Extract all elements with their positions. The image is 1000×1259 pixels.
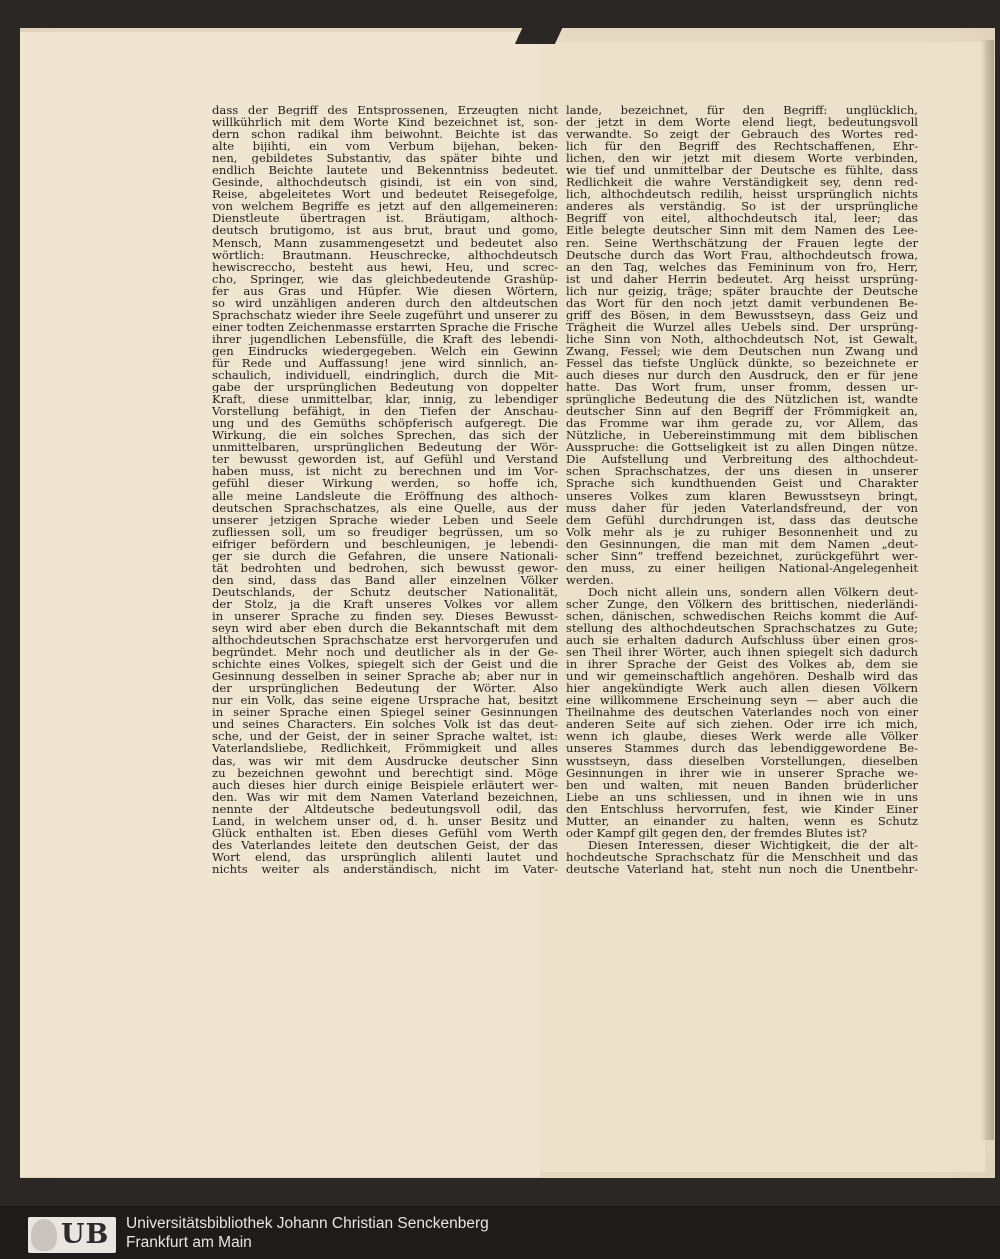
text-line: schen, dänischen, schwedischen Reichs kommt die Auf- bbox=[566, 609, 918, 623]
text-line: lich nur geizig, träge; später brauchte der Deutsche bbox=[566, 284, 918, 297]
text-line: nennte der Altdeutsche bedeutungsvoll odil, das bbox=[212, 802, 558, 815]
text-line: hatte. Das Wort frum, unser fromm, dessen ur- bbox=[566, 381, 918, 394]
text-line: den. Was wir mit dem Namen Vaterland bezeichnen, bbox=[212, 790, 558, 803]
text-line: Mutter, an einander zu halten, wenn es Schutz bbox=[566, 814, 918, 827]
text-line: des Vaterlandes leitete den deutschen Geist, der das bbox=[212, 838, 558, 851]
text-line: Vaterlandsliebe, Redlichkeit, Frömmigkeit und alles bbox=[212, 742, 558, 755]
text-line: cho, Springer, wie das gleichbedeutende Grashüp- bbox=[212, 272, 558, 285]
text-line: fer aus Gras und Hüpfer. Wie diesen Wörtern, bbox=[212, 284, 558, 297]
text-line: dass der Begriff des Entsprossenen, Erzeugten nicht bbox=[212, 104, 558, 117]
text-line: seyn wird aber eben durch die Bekanntschaft mit dem bbox=[212, 622, 558, 635]
text-line: scher Zunge, den Völkern des brittischen, niederländi- bbox=[566, 597, 918, 610]
text-line: den sind, dass das Band aller einzelnen Völker bbox=[212, 573, 558, 586]
text-line: Deutsche durch das Wort Frau, althochdeutsch frowa, bbox=[566, 248, 918, 261]
text-line: althochdeutschen Sprachschatze erst hervorgerufen und bbox=[212, 634, 558, 647]
text-line: Land, in welchem unser od, d. h. unser Besitz und bbox=[212, 814, 558, 827]
text-line: Theilnahme des deutschen Vaterlandes noch von einer bbox=[566, 706, 918, 719]
text-line: den muss, zu einer heiligen National-Angelegenheit bbox=[566, 561, 918, 574]
text-line: wörtlich: Brautmann. Heuschrecke, althochdeutsch bbox=[212, 248, 558, 261]
text-line: sprüngliche Bedeutung die des Nützlichen ist, wandte bbox=[566, 393, 918, 406]
text-line: begründet. Mehr noch und deutlicher als in der Ge- bbox=[212, 646, 558, 659]
text-line: Nützliche, in Uebereinstimmung mit dem biblischen bbox=[566, 429, 918, 442]
text-line: tät bedrohten und bedrohen, sich bewusst gewor- bbox=[212, 561, 558, 574]
text-line: unmittelbaren, ursprünglichen Bedeutung der Wör- bbox=[212, 441, 558, 454]
text-line: oder Kampf gilt gegen den, der fremdes Blutes ist? bbox=[566, 826, 867, 839]
text-line: hier angekündigte Werk auch allen diesen Völkern bbox=[566, 682, 918, 695]
text-line: Ausspruche: die Gottseligkeit ist zu allen Dingen nütze. bbox=[566, 441, 918, 454]
text-line: Begriff von eitel, althochdeutsch ital, leer; das bbox=[566, 212, 918, 225]
text-line: Wirkung, die ein solches Sprechen, das sich der bbox=[212, 429, 558, 442]
text-line: und wir gemeinschaftlich angehören. Deshalb wird das bbox=[566, 670, 918, 683]
text-line: auch dieses hier durch einige Beispiele erläutert wer- bbox=[212, 778, 558, 791]
text-line: willkührlich mit dem Worte Kind bezeichnet ist, son- bbox=[212, 116, 558, 129]
text-line: hochdeutsche Sprachschatz für die Menschheit und das bbox=[566, 850, 918, 863]
text-line: ist und daher Herrin bedeutet. Arg heisst ursprüng- bbox=[566, 272, 918, 285]
text-line: ihrer jugendlichen Lebensfülle, die Kraft des lebendi- bbox=[212, 332, 558, 345]
text-line: ben und walten, mit neuen Banden brüderlicher bbox=[566, 778, 918, 791]
text-column-right bbox=[566, 104, 918, 875]
text-line: nichts weiter als anderständisch, nicht im Vater- bbox=[212, 862, 558, 875]
text-line: wie tief und unmittelbar der Deutsche es fühlte, dass bbox=[566, 164, 918, 177]
text-line: schen Sprachschatzes, der uns diesen in unserer bbox=[566, 465, 918, 478]
text-line: der jetzt in dem Worte elend liegt, bedeutungsvoll bbox=[566, 116, 918, 129]
footer-bar bbox=[0, 1206, 1000, 1259]
text-line: deutscher Sinn auf den Begriff der Frömmigkeit an, bbox=[566, 405, 918, 418]
text-line: Redlichkeit die wahre Verständigkeit sey, denn red- bbox=[566, 176, 918, 189]
text-line: so wird unzähligen anderen durch den altdeutschen bbox=[212, 296, 558, 309]
text-line: den Gesinnungen, die man mit dem Namen „deut- bbox=[566, 537, 918, 550]
library-logo[interactable] bbox=[28, 1217, 116, 1253]
text-line: Deutschlands, der Schutz deutscher Nationalität, bbox=[212, 585, 558, 598]
text-line: auch dieses nur durch den Ausdruck, den er für jene bbox=[566, 369, 918, 382]
text-line: Trägheit die Wurzel alles Uebels sind. Der ursprüng- bbox=[566, 320, 918, 333]
text-line: ung und des Gemüths schöpferisch aufgeregt. Die bbox=[212, 417, 558, 430]
text-line: Sprache sich kundthuenden Geist und Charakter bbox=[566, 477, 918, 490]
text-line: nen, gebildetes Substantiv, das später bihte und bbox=[212, 152, 558, 165]
text-line: der ursprünglichen Bedeutung der Wörter. Also bbox=[212, 682, 558, 695]
text-line: ter bewusst geworden ist, auf Gefühl und Verstand bbox=[212, 453, 558, 466]
text-line: Mensch, Mann zusammengesetzt und bedeutet also bbox=[212, 236, 558, 249]
text-line: in unserer Sprache zu finden sey. Dieses Bewusst- bbox=[212, 609, 558, 623]
text-line: gabe der ursprünglichen Bedeutung von doppelter bbox=[212, 381, 558, 394]
text-line: hewiscreccho, besteht aus hewi, Heu, und screc- bbox=[212, 260, 558, 273]
text-line: schaulich, individuell, eindringlich, durch die Mit- bbox=[212, 369, 558, 382]
text-column-left bbox=[212, 104, 558, 875]
text-line: Gesinnung desselben in seiner Sprache ab; aber nur in bbox=[212, 670, 558, 683]
text-line: zufliessen soll, um so freudiger begrüssen, um so bbox=[212, 525, 558, 538]
text-line: sen Theil ihrer Wörter, auch ihnen spiegelt sich dadurch bbox=[566, 646, 918, 659]
text-line: Reise, abgeleitetes Wort und bedeutet Reisegefolge, bbox=[212, 188, 558, 201]
text-line: muss daher für jeden Vaterlandsfreund, der von bbox=[566, 501, 918, 514]
text-line: eifriger befördern und beschleunigen, je lebendi- bbox=[212, 537, 558, 550]
text-line: Diesen Interessen, dieser Wichtigkeit, die der alt- bbox=[588, 838, 918, 851]
text-line: Zwang, Fessel; wie dem Deutschen nun Zwang und bbox=[566, 344, 918, 357]
text-line: Glück enthalten ist. Eben dieses Gefühl vom Werth bbox=[212, 826, 558, 839]
text-line: Eitle belegte deutscher Sinn mit dem Namen des Lee- bbox=[566, 224, 918, 237]
text-line: wenn ich glaube, dieses Werk werde alle Völker bbox=[566, 730, 918, 743]
text-line: in seiner Sprache einen Spiegel seiner Gesinnungen bbox=[212, 706, 558, 719]
text-line: Gesinnungen in ihrer wie in unserer Sprache we- bbox=[566, 766, 918, 779]
text-line: das Wort für den noch jetzt damit verbundenen Be- bbox=[566, 296, 918, 309]
text-line: anderes als verständig. So ist der ursprüngliche bbox=[566, 200, 918, 213]
text-line: Liebe an uns schliessen, und in ihnen wie in uns bbox=[566, 790, 918, 803]
text-line: schichte eines Volkes, spiegelt sich der Geist und die bbox=[212, 658, 558, 671]
text-line: Vorstellung befähigt, in den Tiefen der Anschau- bbox=[212, 405, 558, 418]
text-line: auch sie erhalten dadurch Aufschluss über einen gros- bbox=[566, 634, 918, 647]
text-line: Volk mehr als je zu ruhiger Besonnenheit und zu bbox=[566, 525, 918, 538]
text-line: lich, althochdeutsch redilih, heisst ursprünglich nichts bbox=[566, 188, 918, 201]
portrait-icon bbox=[31, 1219, 57, 1251]
text-line: griff des Bösen, in dem Bewusstseyn, dass Geiz und bbox=[566, 308, 918, 321]
text-line: anderen Seite auf sich ziehen. Oder irre ich mich, bbox=[566, 718, 918, 731]
text-line: scher Sinn“ treffend bezeichnet, zurückgeführt wer- bbox=[566, 549, 918, 562]
text-line: lichen, den wir jetzt mit diesem Worte verbinden, bbox=[566, 152, 918, 165]
text-line: alte bijihti, ein vom Verbum bijehan, beken- bbox=[212, 140, 558, 153]
text-line: gen Eindrucks wiedergegeben. Welch ein Gewinn bbox=[212, 344, 558, 357]
text-line: alle meine Landsleute die Eröffnung des althoch- bbox=[212, 489, 558, 502]
text-line: sche, und der Geist, der in seiner Sprache waltet, ist: bbox=[212, 730, 558, 743]
text-line: einer todten Zeichenmasse erstarrten Sprache die Frische bbox=[212, 320, 558, 333]
text-line: dern schon radikal ihm beiwohnt. Beichte ist das bbox=[212, 128, 558, 141]
paper-edge-shadow bbox=[980, 40, 994, 1140]
text-line: Fessel das tiefste Unglück dünkte, so bezeichnete er bbox=[566, 356, 918, 370]
text-line: deutsche Vaterland hat, steht nun noch die Unentbehr- bbox=[566, 862, 918, 875]
text-line: Die Aufstellung und Verbreitung des althochdeut- bbox=[566, 453, 918, 466]
text-line: deutsch brutigomo, ist aus brut, braut und gomo, bbox=[212, 224, 558, 237]
text-line: verwandte. So zeigt der Gebrauch des Wortes red- bbox=[566, 128, 918, 141]
text-line: werden. bbox=[566, 573, 614, 586]
text-line: das Fromme war ihm gerade zu, vor Allem, das bbox=[566, 417, 918, 430]
text-line: unseres Stammes durch das lebendiggewordene Be- bbox=[566, 742, 918, 755]
text-line: ger sie durch die Gefahren, die unsere Nationali- bbox=[212, 549, 558, 562]
text-line: liche Sinn von Noth, althochdeutsch Not, ist Gewalt, bbox=[566, 332, 918, 345]
text-line: von welchem Begriffe es jetzt auf den allgemeineren: bbox=[212, 200, 558, 213]
text-line: und seines Characters. Ein solches Volk ist das deut- bbox=[212, 718, 558, 731]
text-line: nur ein Volk, das seine eigene Ursprache hat, besitzt bbox=[212, 694, 558, 707]
text-line: ren. Seine Werthschätzung der Frauen legte der bbox=[566, 236, 918, 249]
text-line: lich für den Begriff des Rechtschaffenen, Ehr- bbox=[566, 140, 918, 153]
text-line: endlich Beichte lautete und Bekenntniss bedeutet. bbox=[212, 164, 558, 177]
text-line: wusstseyn, dass dieselben Vorstellungen, dieselben bbox=[566, 754, 918, 767]
text-line: an den Tag, welches das Femininum von fro, Herr, bbox=[566, 260, 918, 273]
text-line: dem Gefühl durchdrungen ist, dass das deutsche bbox=[566, 513, 918, 526]
text-line: in ihrer Sprache der Geist des Volkes ab, dem sie bbox=[566, 658, 918, 671]
text-line: deutschen Sprachschatzes, als eine Quelle, aus der bbox=[212, 501, 558, 514]
text-line: Doch nicht allein uns, sondern allen Völkern deut- bbox=[588, 585, 918, 598]
text-line: haben muss, ist nicht zu berechnen und im Vor- bbox=[212, 465, 558, 478]
text-line: den Entschluss hervorrufen, fest, wie Kinder Einer bbox=[566, 802, 918, 815]
text-line: der Stolz, ja die Kraft unseres Volkes vor allem bbox=[212, 597, 558, 610]
institution-line-2: Frankfurt am Main bbox=[126, 1234, 252, 1251]
text-line: unserer jetzigen Sprache wieder Leben und Seele bbox=[212, 513, 558, 526]
text-line: unseres Volkes zum klaren Bewusstseyn bringt, bbox=[566, 489, 918, 502]
text-line: das, was wir mit dem Ausdrucke deutscher Sinn bbox=[212, 754, 558, 767]
text-line: Gesinde, althochdeutsch gisindi, ist ein von sind, bbox=[212, 176, 558, 189]
institution-name bbox=[126, 1214, 489, 1252]
logo-text: UB bbox=[61, 1219, 110, 1250]
text-line: zu bezeichnen gewohnt und berechtigt sind. Möge bbox=[212, 766, 558, 779]
text-line: Kraft, diese unmittelbar, klar, innig, zu lebendiger bbox=[212, 393, 558, 406]
text-line: Sprachschatz wieder ihre Seele zugeführt und unserer zu bbox=[212, 308, 558, 321]
text-line: lande, bezeichnet, für den Begriff: unglücklich, bbox=[566, 104, 918, 117]
text-line: stellung des althochdeutschen Sprachschatzes zu Gute; bbox=[566, 622, 918, 635]
text-line: Dienstleute übertragen ist. Bräutigam, althoch- bbox=[212, 212, 558, 225]
text-line: für Rede und Auffassung! jene wird sinnlich, an- bbox=[212, 356, 558, 370]
institution-line-1: Universitätsbibliothek Johann Christian Senckenberg bbox=[126, 1215, 489, 1232]
text-line: eine willkommene Erscheinung seyn — aber auch die bbox=[566, 694, 918, 707]
text-line: Wort elend, das ursprünglich alilenti lautet und bbox=[212, 850, 558, 863]
text-line: gefühl dieser Wirkung werden, so hoffe ich, bbox=[212, 477, 558, 490]
